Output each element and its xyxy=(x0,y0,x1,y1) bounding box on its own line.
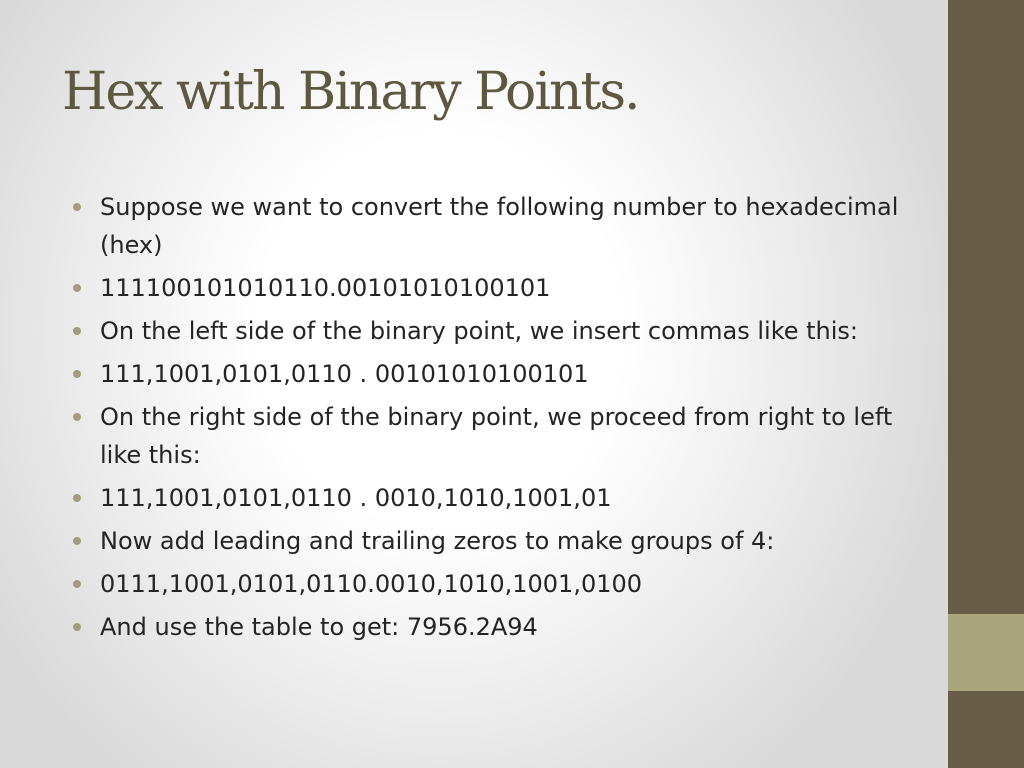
bullet-dot-icon xyxy=(73,623,81,631)
bullet-text: 111,1001,0101,0110 . 0010,1010,1001,01 xyxy=(100,484,612,512)
bullet-item xyxy=(70,565,900,603)
bullet-list xyxy=(70,188,900,651)
bullet-item xyxy=(70,312,900,350)
bullet-item xyxy=(70,188,900,264)
sidebar-accent-block xyxy=(948,614,1024,691)
bullet-dot-icon xyxy=(73,413,81,421)
bullet-text: 111,1001,0101,0110 . 00101010100101 xyxy=(100,360,589,388)
bullet-item xyxy=(70,269,900,307)
bullet-dot-icon xyxy=(73,284,81,292)
bullet-dot-icon xyxy=(73,580,81,588)
bullet-dot-icon xyxy=(73,203,81,211)
bullet-item xyxy=(70,479,900,517)
bullet-text: Suppose we want to convert the following number to hexadecimal (hex) xyxy=(100,193,899,259)
bullet-text: On the left side of the binary point, we insert commas like this: xyxy=(100,317,859,345)
bullet-text: And use the table to get: 7956.2A94 xyxy=(100,613,538,641)
bullet-dot-icon xyxy=(73,370,81,378)
bullet-text: On the right side of the binary point, we proceed from right to left like this: xyxy=(100,403,893,469)
bullet-item xyxy=(70,522,900,560)
slide-title: Hex with Binary Points. xyxy=(62,62,639,122)
bullet-text: Now add leading and trailing zeros to make groups of 4: xyxy=(100,527,775,555)
bullet-item xyxy=(70,355,900,393)
bullet-dot-icon xyxy=(73,327,81,335)
bullet-dot-icon xyxy=(73,537,81,545)
bullet-text: 0111,1001,0101,0110.0010,1010,1001,0100 xyxy=(100,570,643,598)
bullet-item xyxy=(70,608,900,646)
bullet-item xyxy=(70,398,900,474)
bullet-text: 111100101010110.00101010100101 xyxy=(100,274,551,302)
bullet-dot-icon xyxy=(73,494,81,502)
